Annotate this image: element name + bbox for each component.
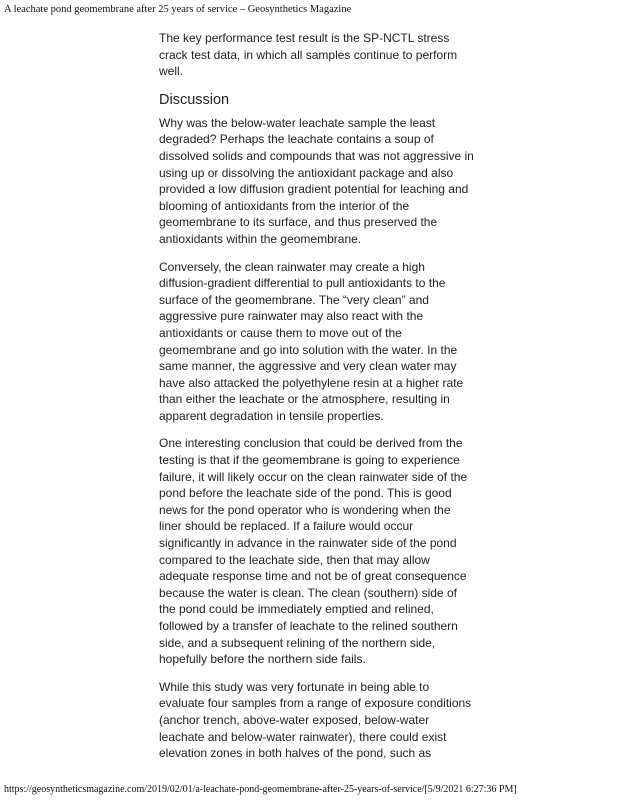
- paragraph: One interesting conclusion that could be derived from the testing is that if the geomembrane is going to experience failure, it will likely occur on the clean rainwater side of the pond before the leachate side of the pond. This is good news for the pond operator who is wondering when the liner should be replaced. If a failure would occur significantly in advance in the rainwater side of the pond compared to the leachate side, then that may allow adequate response time and not be of great consequence because the water is clean. The clean (southern) side of the pond could be immediately emptied and relined, followed by a transfer of leachate to the relined southern side, and a subsequent relining of the northern side, hopefully before the northern side fails.: [159, 436, 468, 667]
- paragraph: Conversely, the clean rainwater may create a high diffusion-gradient differential to pull antioxidants to the surface of the geomembrane. The “very clean” and aggressive pure rainwater may also react with the antioxidants or cause them to move out of the geomembrane and go into solution with the water. In the same manner, the aggressive and very clean water may have also attacked the polyethylene resin at a higher rate than either the leachate or the atmosphere, resulting in apparent degradation in tensile properties.: [159, 259, 464, 423]
- article-body: [159, 30, 475, 773]
- print-header-title: A leachate pond geomembrane after 25 years of service – Geosynthetics Magazine: [4, 4, 352, 15]
- print-footer: [4, 784, 517, 795]
- paragraph: While this study was very fortunate in being able to evaluate four samples from a range of exposure conditions (anchor trench, above-water exposed, below-water leachate and below-water rainwater), there could exist elevation zones in both halves of the pond, such as: [159, 679, 472, 761]
- intro-paragraph: The key performance test result is the SP-NCTL stress crack test data, in which all samples continue to perform well.: [159, 31, 458, 79]
- paragraph: Why was the below-water leachate sample the least degraded? Perhaps the leachate contains a soup of dissolved solids and compounds that was not aggressive in using up or dissolving the antioxidant package and also provided a low diffusion gradient potential for leaching and blooming of antioxidants from the interior of the geomembrane to its surface, and thus preserved the antioxidants within the geomembrane.: [159, 115, 474, 246]
- section-heading-discussion: Discussion: [159, 91, 230, 108]
- footer-url[interactable]: https://geosyntheticsmagazine.com/2019/02/01/a-leachate-pond-geomembrane-after-25-years-of-service/: [4, 784, 425, 795]
- footer-page-indicator: [5/9/2021 6:27:36 PM]: [424, 784, 517, 795]
